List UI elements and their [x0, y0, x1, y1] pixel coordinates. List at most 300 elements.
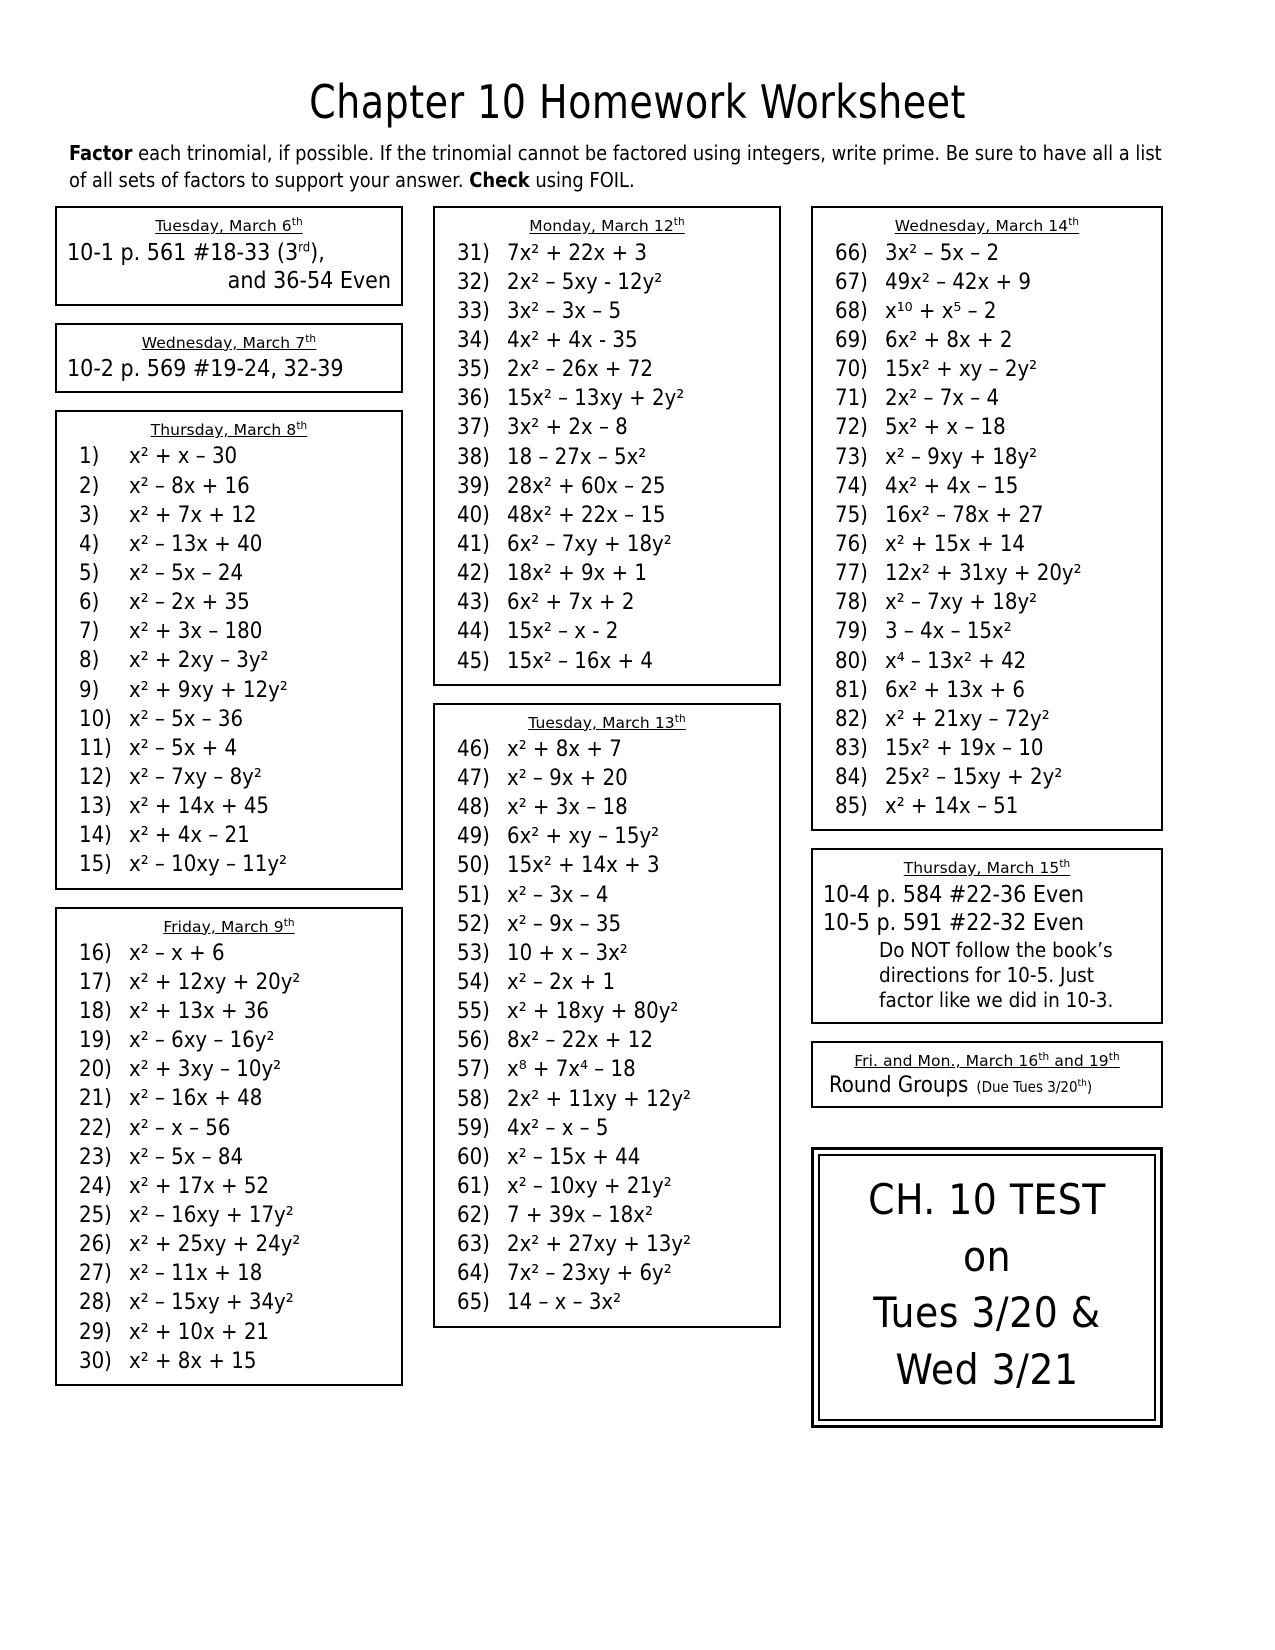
heading-text-a: Fri. and Mon., March 16	[854, 1051, 1039, 1070]
heading-text: Wednesday, March 7	[141, 333, 306, 352]
problem-expression: x² + 17x + 52	[129, 1173, 270, 1199]
problem-row	[445, 939, 769, 968]
problem-row	[445, 1259, 769, 1288]
problem-row	[67, 850, 391, 879]
problem-number: 3)	[79, 502, 100, 528]
problem-number: 44)	[457, 619, 490, 645]
problem-row	[67, 1114, 391, 1143]
problem-expression: x² + 18xy + 80y²	[507, 999, 679, 1025]
problem-expression: 2x² – 5xy - 12y²	[507, 269, 663, 295]
problem-expression: x² – x – 56	[129, 1115, 231, 1141]
problem-number: 32)	[457, 269, 490, 295]
problem-number: 53)	[457, 940, 490, 966]
problem-row	[445, 1201, 769, 1230]
problem-number: 56)	[457, 1028, 490, 1054]
problem-row	[823, 384, 1151, 413]
problem-number: 51)	[457, 882, 490, 908]
problem-expression: x² + 4x – 21	[129, 823, 250, 849]
problem-expression: 25x² – 15xy + 2y²	[885, 765, 1063, 791]
problem-number: 69)	[835, 327, 868, 353]
heading-ordinal: th	[305, 332, 317, 345]
problem-row	[445, 1143, 769, 1172]
instructions-text-2: using FOIL.	[529, 168, 635, 193]
problem-row	[445, 413, 769, 442]
problem-box-wednesday-mar14	[811, 206, 1163, 831]
problem-expression: x² – x + 6	[129, 940, 225, 966]
problem-row	[67, 1143, 391, 1172]
round-groups-line	[823, 1073, 1151, 1098]
problem-row	[445, 997, 769, 1026]
problem-number: 28)	[79, 1290, 112, 1316]
problem-expression: x² + 2xy – 3y²	[129, 648, 269, 674]
problem-row	[823, 617, 1151, 646]
problem-expression: x² + 12xy + 20y²	[129, 969, 301, 995]
problem-expression: x² – 5x + 4	[129, 735, 238, 761]
problem-number: 80)	[835, 648, 868, 674]
problem-number: 14)	[79, 823, 112, 849]
problem-row	[67, 705, 391, 734]
problem-expression: x² + 10x + 21	[129, 1319, 270, 1345]
problem-row	[823, 239, 1151, 268]
problem-expression: 15x² + 19x – 10	[885, 735, 1044, 761]
problem-row	[445, 501, 769, 530]
problem-number: 1)	[79, 444, 100, 470]
problem-list-monday-mar12	[445, 239, 769, 676]
columns-container	[55, 206, 1220, 1427]
problem-expression: 6x² + 8x + 2	[885, 327, 1013, 353]
problem-expression: 7 + 39x – 18x²	[507, 1203, 653, 1229]
round-groups-due	[968, 1078, 1092, 1096]
problem-expression: 2x² – 26x + 72	[507, 357, 653, 383]
problem-number: 20)	[79, 1057, 112, 1083]
problem-number: 39)	[457, 473, 490, 499]
problem-row	[445, 617, 769, 646]
problem-number: 45)	[457, 648, 490, 674]
problem-number: 26)	[79, 1232, 112, 1258]
assignment-note-3: factor like we did in 10-3.	[879, 988, 1114, 1013]
problem-number: 61)	[457, 1173, 490, 1199]
problem-list-thursday-mar8	[67, 442, 391, 879]
problem-row	[823, 326, 1151, 355]
problem-number: 63)	[457, 1232, 490, 1258]
problem-expression: 2x² + 11xy + 12y²	[507, 1086, 691, 1112]
due-text: (Due Tues 3/20	[976, 1077, 1078, 1096]
problem-row	[67, 646, 391, 675]
problem-number: 52)	[457, 911, 490, 937]
heading-ordinal: th	[283, 916, 295, 929]
problem-number: 37)	[457, 415, 490, 441]
problem-expression: x² – 5x – 36	[129, 706, 244, 732]
problem-expression: 8x² – 22x + 12	[507, 1028, 653, 1054]
problem-number: 62)	[457, 1203, 490, 1229]
problem-number: 36)	[457, 386, 490, 412]
assignment-line-1: 10-2 p. 569 #19-24, 32-39	[67, 355, 344, 382]
problem-row	[823, 792, 1151, 821]
problem-number: 49)	[457, 824, 490, 850]
problem-row	[67, 1026, 391, 1055]
problem-list-wednesday-mar14	[823, 239, 1151, 822]
assignment-note-1: Do NOT follow the book’s	[879, 937, 1113, 962]
heading-ordinal-b: th	[1108, 1050, 1120, 1063]
problem-expression: x² + 7x + 12	[129, 502, 257, 528]
problem-row	[823, 413, 1151, 442]
problem-row	[67, 821, 391, 850]
assignment-line-2: and 36-54 Even	[227, 268, 391, 295]
problem-number: 65)	[457, 1290, 490, 1316]
problem-row	[445, 764, 769, 793]
box-heading-friday-mar9	[163, 917, 294, 936]
assignment-line-1: 10-4 p. 584 #22-36 Even	[823, 881, 1085, 908]
problem-number: 25)	[79, 1202, 112, 1228]
problem-expression: 3x² – 5x – 2	[885, 240, 1000, 266]
problem-expression: x⁴ – 13x² + 42	[885, 648, 1027, 674]
problem-number: 41)	[457, 531, 490, 557]
problem-number: 4)	[79, 531, 100, 557]
round-groups-label: Round Groups	[829, 1072, 969, 1098]
problem-number: 17)	[79, 969, 112, 995]
problem-row	[67, 1230, 391, 1259]
problem-expression: 7x² + 22x + 3	[507, 240, 648, 266]
problem-number: 43)	[457, 590, 490, 616]
problem-row	[823, 297, 1151, 326]
problem-number: 77)	[835, 561, 868, 587]
box-heading-thursday-mar8	[151, 420, 308, 439]
assignment-box-thursday-mar15	[811, 848, 1163, 1023]
problem-row	[67, 1259, 391, 1288]
problem-number: 42)	[457, 561, 490, 587]
problem-row	[445, 530, 769, 559]
problem-number: 79)	[835, 619, 868, 645]
due-ordinal: th	[1077, 1077, 1087, 1089]
problem-row	[823, 443, 1151, 472]
problem-number: 60)	[457, 1144, 490, 1170]
problem-row	[445, 297, 769, 326]
problem-number: 64)	[457, 1261, 490, 1287]
problem-expression: x² – 15xy + 34y²	[129, 1290, 294, 1316]
heading-text: Wednesday, March 14	[894, 217, 1069, 236]
problem-expression: 10 + x – 3x²	[507, 940, 628, 966]
problem-row	[445, 1288, 769, 1317]
problem-row	[445, 326, 769, 355]
problem-row	[823, 559, 1151, 588]
heading-ordinal-a: th	[1038, 1050, 1050, 1063]
problem-number: 82)	[835, 706, 868, 732]
problem-number: 74)	[835, 473, 868, 499]
problem-expression: x² – 9xy + 18y²	[885, 444, 1038, 470]
problem-row	[67, 472, 391, 501]
problem-number: 23)	[79, 1144, 112, 1170]
problem-number: 8)	[79, 648, 100, 674]
problem-expression: x² + 3x – 180	[129, 619, 263, 645]
problem-row	[67, 442, 391, 471]
problem-box-friday-mar9	[55, 907, 403, 1386]
box-heading-round-groups	[854, 1051, 1120, 1070]
problem-number: 15)	[79, 852, 112, 878]
page-title: Chapter 10 Homework Worksheet	[309, 75, 966, 129]
heading-text: Tuesday, March 13	[528, 713, 675, 732]
problem-row	[445, 588, 769, 617]
instructions-bold-check: Check	[469, 168, 530, 193]
problem-row	[445, 355, 769, 384]
problem-number: 31)	[457, 240, 490, 266]
problem-expression: x² – 3x – 4	[507, 882, 609, 908]
problem-row	[445, 851, 769, 880]
problem-expression: x¹⁰ + x⁵ – 2	[885, 298, 997, 324]
problem-row	[445, 1026, 769, 1055]
problem-number: 47)	[457, 765, 490, 791]
problem-row	[445, 1230, 769, 1259]
problem-number: 71)	[835, 386, 868, 412]
problem-expression: 7x² – 23xy + 6y²	[507, 1261, 672, 1287]
problem-expression: x² + 21xy – 72y²	[885, 706, 1050, 732]
problem-row	[445, 268, 769, 297]
problem-row	[445, 384, 769, 413]
problem-row	[823, 530, 1151, 559]
problem-row	[445, 735, 769, 764]
problem-expression: x² + 3xy – 10y²	[129, 1057, 282, 1083]
problem-expression: x² – 2x + 35	[129, 590, 250, 616]
problem-expression: 15x² + 14x + 3	[507, 853, 660, 879]
problem-row	[445, 1085, 769, 1114]
problem-expression: x² – 13x + 40	[129, 531, 263, 557]
instructions-paragraph	[69, 140, 1174, 194]
heading-ordinal: th	[1068, 216, 1080, 229]
problem-row	[67, 734, 391, 763]
problem-expression: 16x² – 78x + 27	[885, 502, 1044, 528]
problem-expression: x² + x – 30	[129, 444, 238, 470]
problem-expression: 6x² + xy – 15y²	[507, 824, 660, 850]
problem-number: 7)	[79, 619, 100, 645]
problem-box-tuesday-mar13	[433, 703, 781, 1328]
problem-number: 13)	[79, 794, 112, 820]
problem-row	[67, 559, 391, 588]
problem-expression: x² – 10xy – 11y²	[129, 852, 287, 878]
heading-text: Thursday, March 8	[150, 421, 297, 440]
test-announcement-box	[811, 1147, 1163, 1428]
box-heading-monday-mar12	[529, 216, 685, 235]
problem-number: 83)	[835, 735, 868, 761]
problem-box-thursday-mar8	[55, 410, 403, 889]
problem-number: 34)	[457, 327, 490, 353]
problem-number: 50)	[457, 853, 490, 879]
problem-number: 18)	[79, 998, 112, 1024]
assignment-line-1	[67, 239, 391, 268]
problem-row	[823, 501, 1151, 530]
problem-expression: 14 – x – 3x²	[507, 1290, 622, 1316]
problem-number: 12)	[79, 764, 112, 790]
problem-row	[445, 1055, 769, 1084]
problem-expression: x² – 15x + 44	[507, 1144, 641, 1170]
heading-text: Thursday, March 15	[903, 859, 1060, 878]
column-right	[811, 206, 1163, 1427]
problem-row	[823, 588, 1151, 617]
problem-row	[67, 939, 391, 968]
problem-expression: 6x² + 7x + 2	[507, 590, 635, 616]
problem-row	[445, 1114, 769, 1143]
problem-number: 27)	[79, 1261, 112, 1287]
assignment-line-2: 10-5 p. 591 #22-32 Even	[823, 910, 1085, 937]
problem-number: 2)	[79, 473, 100, 499]
problem-number: 38)	[457, 444, 490, 470]
problem-number: 11)	[79, 735, 112, 761]
problem-row	[67, 1084, 391, 1113]
problem-expression: x² + 8x + 7	[507, 736, 622, 762]
problem-row	[823, 705, 1151, 734]
problem-row	[445, 793, 769, 822]
problem-row	[445, 472, 769, 501]
heading-ordinal: th	[296, 420, 308, 433]
column-left	[55, 206, 403, 1385]
problem-expression: 18 – 27x – 5x²	[507, 444, 647, 470]
problem-number: 55)	[457, 999, 490, 1025]
problem-row	[67, 1318, 391, 1347]
box-heading-wednesday-mar7	[142, 333, 316, 352]
problem-expression: x² – 6xy – 16y²	[129, 1028, 275, 1054]
assignment-text-end: ),	[310, 239, 325, 266]
test-line-1: CH. 10 TEST	[868, 1174, 1106, 1224]
problem-number: 81)	[835, 677, 868, 703]
instructions-bold-factor: Factor	[69, 141, 133, 166]
column-middle	[433, 206, 781, 1327]
box-heading-tuesday-mar6	[155, 216, 303, 235]
problem-expression: 15x² – x - 2	[507, 619, 619, 645]
problem-expression: x⁸ + 7x⁴ – 18	[507, 1057, 636, 1083]
problem-expression: 18x² + 9x + 1	[507, 561, 648, 587]
problem-number: 78)	[835, 590, 868, 616]
problem-expression: x² – 2x + 1	[507, 969, 616, 995]
problem-row	[445, 559, 769, 588]
problem-expression: x² – 11x + 18	[129, 1261, 263, 1287]
heading-ordinal: th	[291, 216, 303, 229]
instructions-text-1: each trinomial, if possible. If the trinomial cannot be factored using integers, write prime. Be sure to have all a list of all sets of factors to support your answer.	[69, 141, 1162, 193]
problem-row	[67, 968, 391, 997]
problem-expression: x² – 9x + 20	[507, 765, 628, 791]
problem-number: 67)	[835, 269, 868, 295]
problem-number: 73)	[835, 444, 868, 470]
problem-number: 35)	[457, 357, 490, 383]
problem-row	[67, 1201, 391, 1230]
problem-expression: x² – 10xy + 21y²	[507, 1173, 672, 1199]
problem-expression: 3x² – 3x – 5	[507, 298, 622, 324]
problem-number: 9)	[79, 677, 100, 703]
problem-row	[823, 734, 1151, 763]
problem-row	[67, 792, 391, 821]
problem-row	[67, 530, 391, 559]
problem-number: 58)	[457, 1086, 490, 1112]
problem-row	[445, 239, 769, 268]
problem-expression: 12x² + 31xy + 20y²	[885, 561, 1082, 587]
problem-expression: x² – 5x – 84	[129, 1144, 244, 1170]
heading-text-b: and 19	[1049, 1051, 1109, 1070]
problem-row	[823, 355, 1151, 384]
problem-expression: 5x² + x – 18	[885, 415, 1006, 441]
problem-expression: 28x² + 60x – 25	[507, 473, 666, 499]
problem-number: 57)	[457, 1057, 490, 1083]
problem-expression: 4x² + 4x – 15	[885, 473, 1019, 499]
problem-row	[67, 763, 391, 792]
problem-number: 16)	[79, 940, 112, 966]
test-announcement-inner	[818, 1154, 1156, 1421]
assignment-box-round-groups	[811, 1041, 1163, 1108]
problem-number: 10)	[79, 706, 112, 732]
problem-row	[67, 588, 391, 617]
problem-number: 68)	[835, 298, 868, 324]
problem-expression: 2x² – 7x – 4	[885, 386, 1000, 412]
problem-expression: x² – 7xy – 8y²	[129, 764, 262, 790]
due-text-end: )	[1086, 1077, 1093, 1096]
problem-row	[67, 1347, 391, 1376]
problem-number: 5)	[79, 560, 100, 586]
problem-number: 22)	[79, 1115, 112, 1141]
problem-row	[67, 501, 391, 530]
problem-expression: x² + 8x + 15	[129, 1348, 257, 1374]
problem-row	[445, 881, 769, 910]
problem-number: 70)	[835, 357, 868, 383]
problem-row	[445, 910, 769, 939]
problem-expression: x² – 9x – 35	[507, 911, 622, 937]
problem-number: 85)	[835, 794, 868, 820]
problem-number: 29)	[79, 1319, 112, 1345]
problem-row	[823, 268, 1151, 297]
problem-expression: x² + 25xy + 24y²	[129, 1232, 301, 1258]
assignment-box-tuesday-mar6	[55, 206, 403, 305]
problem-expression: x² + 9xy + 12y²	[129, 677, 288, 703]
heading-text: Monday, March 12	[529, 217, 674, 236]
problem-expression: 3 – 4x – 15x²	[885, 619, 1012, 645]
problem-number: 46)	[457, 736, 490, 762]
problem-row	[445, 822, 769, 851]
problem-row	[67, 676, 391, 705]
problem-expression: 15x² – 16x + 4	[507, 648, 653, 674]
box-heading-thursday-mar15	[904, 858, 1071, 877]
problem-expression: x² + 14x + 45	[129, 794, 270, 820]
problem-number: 66)	[835, 240, 868, 266]
problem-expression: 3x² + 2x – 8	[507, 415, 628, 441]
problem-number: 54)	[457, 969, 490, 995]
problem-row	[67, 1288, 391, 1317]
heading-ordinal: th	[673, 216, 685, 229]
box-heading-wednesday-mar14	[895, 216, 1079, 235]
problem-expression: x² + 15x + 14	[885, 531, 1026, 557]
problem-expression: x² – 5x – 24	[129, 560, 244, 586]
problem-number: 40)	[457, 502, 490, 528]
problem-number: 33)	[457, 298, 490, 324]
heading-text: Tuesday, March 6	[155, 217, 292, 236]
problem-expression: x² + 13x + 36	[129, 998, 270, 1024]
box-heading-tuesday-mar13	[528, 713, 686, 732]
problem-expression: 48x² + 22x – 15	[507, 502, 666, 528]
test-line-3: Tues 3/20 &	[873, 1288, 1101, 1338]
problem-expression: x² – 16xy + 17y²	[129, 1202, 294, 1228]
problem-expression: 2x² + 27xy + 13y²	[507, 1232, 691, 1258]
problem-row	[67, 617, 391, 646]
problem-expression: 6x² – 7xy + 18y²	[507, 531, 672, 557]
problem-list-tuesday-mar13	[445, 735, 769, 1318]
test-line-2: on	[962, 1231, 1012, 1281]
problem-row	[67, 997, 391, 1026]
problem-expression: x² + 14x – 51	[885, 794, 1019, 820]
problem-expression: x² – 7xy + 18y²	[885, 590, 1038, 616]
test-line-4: Wed 3/21	[895, 1344, 1079, 1394]
problem-box-monday-mar12	[433, 206, 781, 685]
heading-ordinal: th	[1059, 858, 1071, 871]
assignment-ordinal: rd	[298, 239, 311, 255]
problem-number: 59)	[457, 1115, 490, 1141]
problem-expression: 4x² + 4x - 35	[507, 327, 638, 353]
problem-row	[445, 647, 769, 676]
problem-row	[445, 968, 769, 997]
problem-number: 76)	[835, 531, 868, 557]
